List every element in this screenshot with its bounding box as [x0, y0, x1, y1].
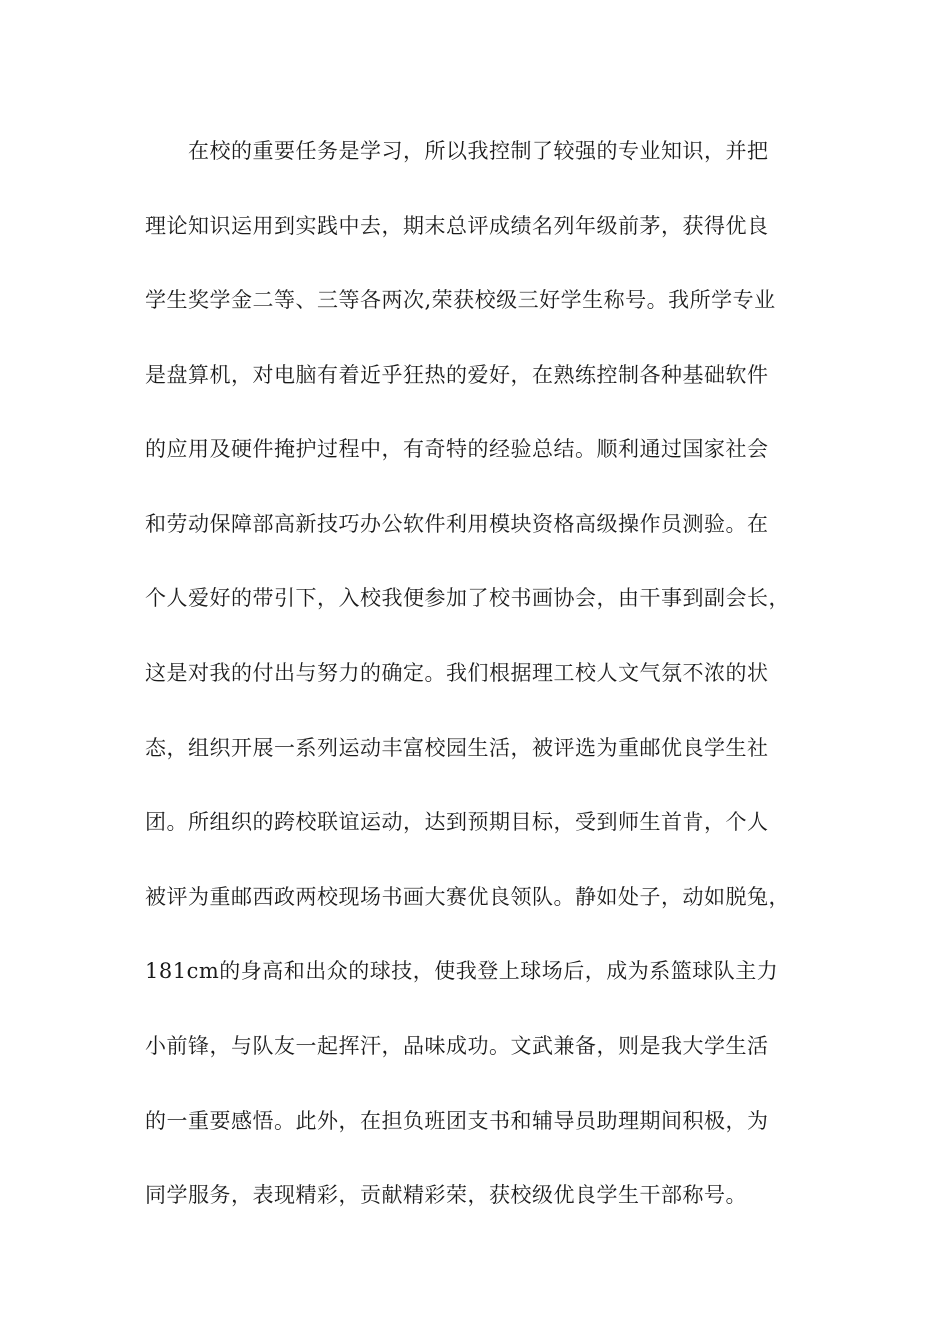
text-line-12: 181cm的身高和出众的球技，使我登上球场后，成为系篮球队主力 [145, 959, 779, 984]
text-line-8: 这是对我的付出与努力的确定。我们根据理工校人文气氛不浓的状 [145, 661, 769, 686]
text-line-5: 的应用及硬件掩护过程中，有奇特的经验总结。顺利通过国家社会 [145, 437, 769, 462]
text-line-1: 在校的重要任务是学习，所以我控制了较强的专业知识，并把 [188, 139, 769, 163]
text-line-11: 被评为重邮西政两校现场书画大赛优良领队。静如处子，动如脱兔， [145, 884, 790, 909]
text-line-3: 学生奖学金二等、三等各两次,荣获校级三好学生称号。我所学专业 [145, 288, 776, 313]
text-line-15: 同学服务，表现精彩，贡献精彩荣，获校级优良学生干部称号。 [145, 1183, 747, 1208]
body-paragraph [145, 133, 825, 1252]
text-line-9: 态，组织开展一系列运动丰富校园生活，被评选为重邮优良学生社 [145, 735, 769, 760]
text-line-14: 的一重要感悟。此外，在担负班团支书和辅导员助理期间积极，为 [145, 1108, 769, 1133]
text-line-7: 个人爱好的带引下，入校我便参加了校书画协会，由干事到副会长， [145, 586, 790, 611]
text-line-2: 理论知识运用到实践中去，期末总评成绩名列年级前茅，获得优良 [145, 213, 769, 238]
text-line-4: 是盘算机，对电脑有着近乎狂热的爱好，在熟练控制各种基础软件 [145, 362, 769, 387]
text-line-10: 团。所组织的跨校联谊运动，达到预期目标，受到师生首肯，个人 [145, 810, 769, 835]
text-line-6: 和劳动保障部高新技巧办公软件利用模块资格高级操作员测验。在 [145, 511, 769, 536]
text-line-13: 小前锋，与队友一起挥汗，品味成功。文武兼备，则是我大学生活 [145, 1033, 769, 1058]
